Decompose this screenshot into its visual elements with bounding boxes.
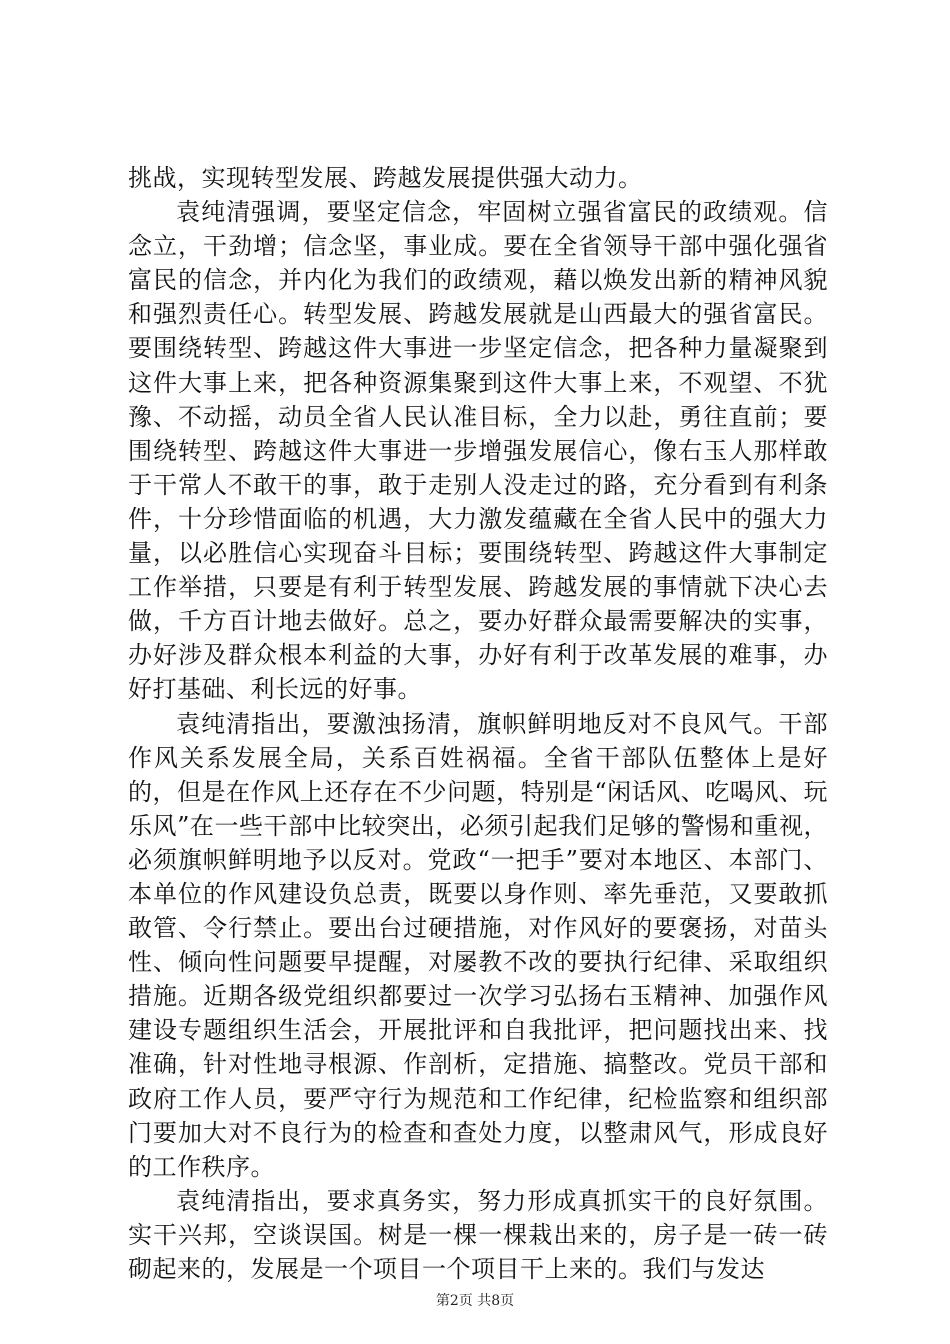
page-footer: 第2页 共8页: [435, 1293, 515, 1309]
paragraph-3: 袁纯清指出，要激浊扬清，旗帜鲜明地反对不良风气。干部作风关系发展全局，关系百姓祸福。全省干部队伍整体上是好的，但是在作风上还存在不少问题，特别是“闲话风、吃喝风、玩乐风”在一些干部中比较突出，必须引起我们足够的警惕和重视，必须旗帜鲜明地予以反对。党政“一把手”要对本地区、本部门、本单位的作风建设负总责，既要以身作则、率先垂范，又要敢抓敢管、令行禁止。要出台过硬措施，对作风好的要褒扬，对苗头性、倾向性问题要早提醒，对屡教不改的要执行纪律、采取组织措施。近期各级党组织都要过一次学习弘扬右玉精神、加强作风建设专题组织生活会，开展批评和自我批评，把问题找出来、找准确，针对性地寻根源、作剖析，定措施、搞整改。党员干部和政府工作人员，要严守行为规范和工作纪律，纪检监察和组织部门要加大对不良行为的检查和查处力度，以整肃风气，形成良好的工作秩序。: [128, 709, 828, 1181]
paragraph-1: 挑战，实现转型发展、跨越发展提供强大动力。: [128, 164, 643, 192]
paragraph-2: 袁纯清强调，要坚定信念，牢固树立强省富民的政绩观。信念立，干劲增；信念坚，事业成。要在全省领导干部中强化强省富民的信念，并内化为我们的政绩观，藉以焕发出新的精神风貌和强烈责任心。转型发展、跨越发展就是山西最大的强省富民。要围绕转型、跨越这件大事进一步坚定信念，把各种力量凝聚到这件大事上来，把各种资源集聚到这件大事上来，不观望、不犹豫、不动摇，动员全省人民认准目标，全力以赴，勇往直前；要围绕转型、跨越这件大事进一步增强发展信心，像右玉人那样敢于干常人不敢干的事，敢于走别人没走过的路，充分看到有利条件，十分珍惜面临的机遇，大力激发蕴藏在全省人民中的强大力量，以必胜信心实现奋斗目标；要围绕转型、跨越这件大事制定工作举措，只要是有利于转型发展、跨越发展的事情就下决心去做，千方百计地去做好。总之，要办好群众最需要解决的实事，办好涉及群众根本利益的大事，办好有利于改革发展的难事，办好打基础、利长远的好事。: [128, 198, 828, 704]
paragraph-4: 袁纯清指出，要求真务实，努力形成真抓实干的良好氛围。实干兴邦，空谈误国。树是一棵一棵栽出来的，房子是一砖一砖砌起来的，发展是一个项目一个项目干上来的。我们与发达: [128, 1186, 828, 1283]
body-text: [128, 161, 828, 1286]
